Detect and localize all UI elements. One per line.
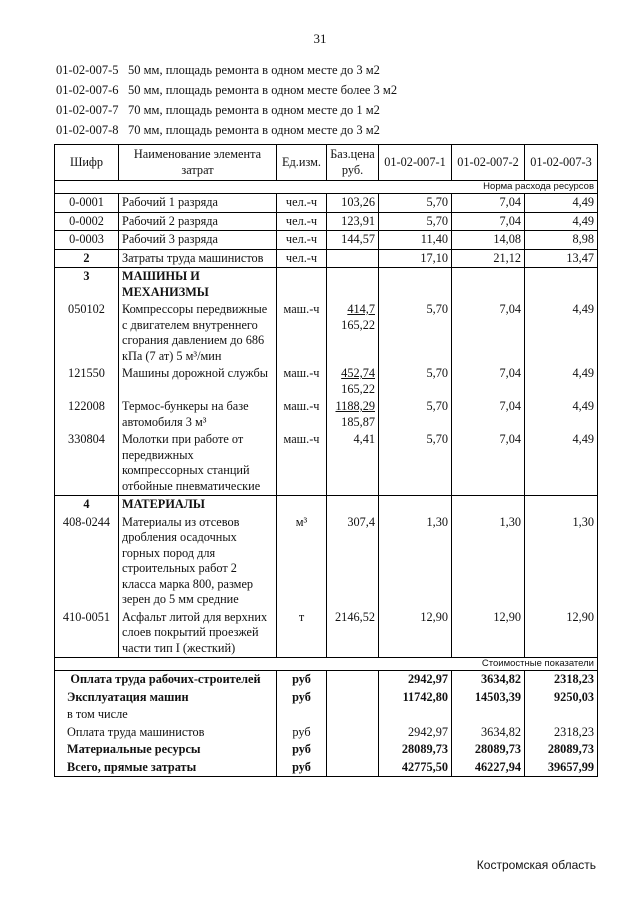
cell-price [327, 398, 379, 431]
cell-unit: маш.-ч [277, 365, 327, 398]
cell-price: 144,57 [327, 231, 379, 250]
section-norm-row [55, 181, 598, 194]
code-desc: 70 мм, площадь ремонта в одном месте до 3 м2 [128, 123, 380, 137]
cost-name: Материальные ресурсы [55, 741, 277, 759]
cost-name: Оплата труда машинистов [55, 724, 277, 742]
cell-v2: 14,08 [452, 231, 525, 250]
cell-v2: 7,04 [452, 212, 525, 231]
header-col3: 01-02-007-3 [525, 145, 598, 181]
cell-v3: 13,47 [525, 249, 598, 268]
price-bottom: 165,22 [341, 381, 375, 396]
table-header-row [55, 145, 598, 181]
cell-price: 123,91 [327, 212, 379, 231]
cost-row [55, 689, 598, 707]
header-unit: Ед.изм. [277, 145, 327, 181]
header-name: Наименование элемента затрат [119, 145, 277, 181]
table-row [55, 194, 598, 213]
cell-price: 103,26 [327, 194, 379, 213]
cell-v2: 7,04 [452, 398, 525, 431]
cell-unit: чел.-ч [277, 212, 327, 231]
code-id: 01-02-007-5 [56, 63, 119, 77]
cell-v2: 7,04 [452, 431, 525, 496]
cost-row [55, 724, 598, 742]
cell-v3: 4,49 [525, 194, 598, 213]
cell-unit: т [277, 609, 327, 658]
cost-name: Оплата труда рабочих-строителей [55, 671, 277, 689]
cost-name: в том числе [55, 706, 277, 724]
cost-unit: руб [277, 689, 327, 707]
cost-v2: 28089,73 [452, 741, 525, 759]
cost-unit: руб [277, 671, 327, 689]
cell-v3: 4,49 [525, 431, 598, 496]
cell-v1: 5,70 [379, 365, 452, 398]
price-top: 414,7 [347, 302, 375, 316]
cell-unit: чел.-ч [277, 194, 327, 213]
cell-unit: маш.-ч [277, 301, 327, 365]
cost-row [55, 706, 598, 724]
cell-unit: чел.-ч [277, 249, 327, 268]
code-line [56, 120, 397, 140]
cell-code: 122008 [55, 398, 119, 431]
cell-price: 4,41 [327, 431, 379, 496]
section-cost-label: Стоимостные показатели [55, 658, 598, 671]
cell-v1: 5,70 [379, 431, 452, 496]
cell-name: Рабочий 3 разряда [119, 231, 277, 250]
cost-v1: 28089,73 [379, 741, 452, 759]
table-row [55, 231, 598, 250]
cost-unit: руб [277, 759, 327, 777]
cell-name: Материалы из отсевов дробления осадочных горных пород для строительных работ 2 класса марка 800, размер зерен до 5 мм средние [119, 514, 277, 609]
cell-v3: 4,49 [525, 212, 598, 231]
cost-v3: 2318,23 [525, 724, 598, 742]
cost-v1: 11742,80 [379, 689, 452, 707]
cell-name: Асфальт литой для верхних слоев покрытий проезжей части тип I (жесткий) [119, 609, 277, 658]
cost-name: Всего, прямые затраты [55, 759, 277, 777]
cost-v1: 2942,97 [379, 724, 452, 742]
cell-code: 050102 [55, 301, 119, 365]
cell-v1: 17,10 [379, 249, 452, 268]
table-row [55, 301, 598, 365]
cost-v3: 9250,03 [525, 689, 598, 707]
code-line [56, 60, 397, 80]
header-col2: 01-02-007-2 [452, 145, 525, 181]
header-price: Баз.цена руб. [327, 145, 379, 181]
table-row [55, 431, 598, 496]
cost-v3: 28089,73 [525, 741, 598, 759]
resource-table [54, 144, 598, 777]
cell-v3: 1,30 [525, 514, 598, 609]
table-row [55, 268, 598, 302]
cell-v1: 5,70 [379, 194, 452, 213]
code-line [56, 80, 397, 100]
code-desc: 50 мм, площадь ремонта в одном месте более 3 м2 [128, 83, 398, 97]
price-bottom: 185,87 [341, 414, 375, 429]
cell-v2: 21,12 [452, 249, 525, 268]
page-number: 31 [313, 31, 327, 46]
cell-v3: 4,49 [525, 398, 598, 431]
cell-price: 2146,52 [327, 609, 379, 658]
cost-v2: 46227,94 [452, 759, 525, 777]
cost-v3: 2318,23 [525, 671, 598, 689]
cost-v2: 3634,82 [452, 671, 525, 689]
code-id: 01-02-007-6 [56, 83, 119, 97]
cell-price [327, 365, 379, 398]
table-row [55, 212, 598, 231]
cell-name: Компрессоры передвижные с двигателем внутреннего сгорания давлением до 686 кПа (7 ат) 5 м³/мин [119, 301, 277, 365]
table-row [55, 365, 598, 398]
price-top: 1188,29 [335, 399, 375, 413]
table-row [55, 514, 598, 609]
cost-row [55, 741, 598, 759]
price-top: 452,74 [341, 366, 375, 380]
cell-code: 0-0001 [55, 194, 119, 213]
cost-unit: руб [277, 741, 327, 759]
cell-v1: 5,70 [379, 301, 452, 365]
section-norm-label: Норма расхода ресурсов [55, 181, 598, 194]
table-row [55, 496, 598, 514]
cell-v3: 12,90 [525, 609, 598, 658]
cell-v2: 7,04 [452, 194, 525, 213]
cost-v1: 2942,97 [379, 671, 452, 689]
cell-v1: 12,90 [379, 609, 452, 658]
cost-v1: 42775,50 [379, 759, 452, 777]
cell-v3: 8,98 [525, 231, 598, 250]
cell-name: Молотки при работе от передвижных компрессорных станций отбойные пневматические [119, 431, 277, 496]
code-line [56, 100, 397, 120]
cell-name: Рабочий 2 разряда [119, 212, 277, 231]
cell-code: 0-0003 [55, 231, 119, 250]
cell-unit: маш.-ч [277, 398, 327, 431]
cell-v3: 4,49 [525, 365, 598, 398]
cell-price [327, 249, 379, 268]
cell-code: 330804 [55, 431, 119, 496]
header-code: Шифр [55, 145, 119, 181]
cell-v2: 1,30 [452, 514, 525, 609]
cost-unit: руб [277, 724, 327, 742]
cell-price: 307,4 [327, 514, 379, 609]
table-row [55, 609, 598, 658]
code-desc: 70 мм, площадь ремонта в одном месте до 1 м2 [128, 103, 380, 117]
cell-unit: м³ [277, 514, 327, 609]
table-row [55, 398, 598, 431]
cell-v3: 4,49 [525, 301, 598, 365]
cell-code: 0-0002 [55, 212, 119, 231]
cell-code: 2 [55, 249, 119, 268]
cost-row [55, 671, 598, 689]
cell-v1: 5,70 [379, 398, 452, 431]
cell-name: Рабочий 1 разряда [119, 194, 277, 213]
footer-region: Костромская область [476, 858, 596, 872]
cost-v2: 3634,82 [452, 724, 525, 742]
cell-v2: 7,04 [452, 365, 525, 398]
cell-v2: 7,04 [452, 301, 525, 365]
cell-price [327, 301, 379, 365]
section-cost-row [55, 658, 598, 671]
cost-v2: 14503,39 [452, 689, 525, 707]
cost-v3: 39657,99 [525, 759, 598, 777]
code-id: 01-02-007-7 [56, 103, 119, 117]
cell-v1: 11,40 [379, 231, 452, 250]
cell-code: 4 [55, 496, 119, 514]
cost-row [55, 759, 598, 777]
table-row [55, 249, 598, 268]
cell-name: Машины дорожной службы [119, 365, 277, 398]
cell-unit: чел.-ч [277, 231, 327, 250]
cell-code: 121550 [55, 365, 119, 398]
code-id: 01-02-007-8 [56, 123, 119, 137]
section-materials-title: МАТЕРИАЛЫ [119, 496, 277, 514]
cell-name: Термос-бункеры на базе автомобиля 3 м³ [119, 398, 277, 431]
code-list [56, 60, 397, 140]
cell-unit: маш.-ч [277, 431, 327, 496]
cell-v2: 12,90 [452, 609, 525, 658]
cell-code: 408-0244 [55, 514, 119, 609]
price-bottom: 165,22 [341, 317, 375, 332]
cell-code: 410-0051 [55, 609, 119, 658]
cell-name: Затраты труда машинистов [119, 249, 277, 268]
header-col1: 01-02-007-1 [379, 145, 452, 181]
section-machines-title: МАШИНЫ И МЕХАНИЗМЫ [119, 268, 277, 302]
cell-code: 3 [55, 268, 119, 302]
code-desc: 50 мм, площадь ремонта в одном месте до 3 м2 [128, 63, 380, 77]
cost-name: Эксплуатация машин [55, 689, 277, 707]
cell-v1: 5,70 [379, 212, 452, 231]
cell-v1: 1,30 [379, 514, 452, 609]
